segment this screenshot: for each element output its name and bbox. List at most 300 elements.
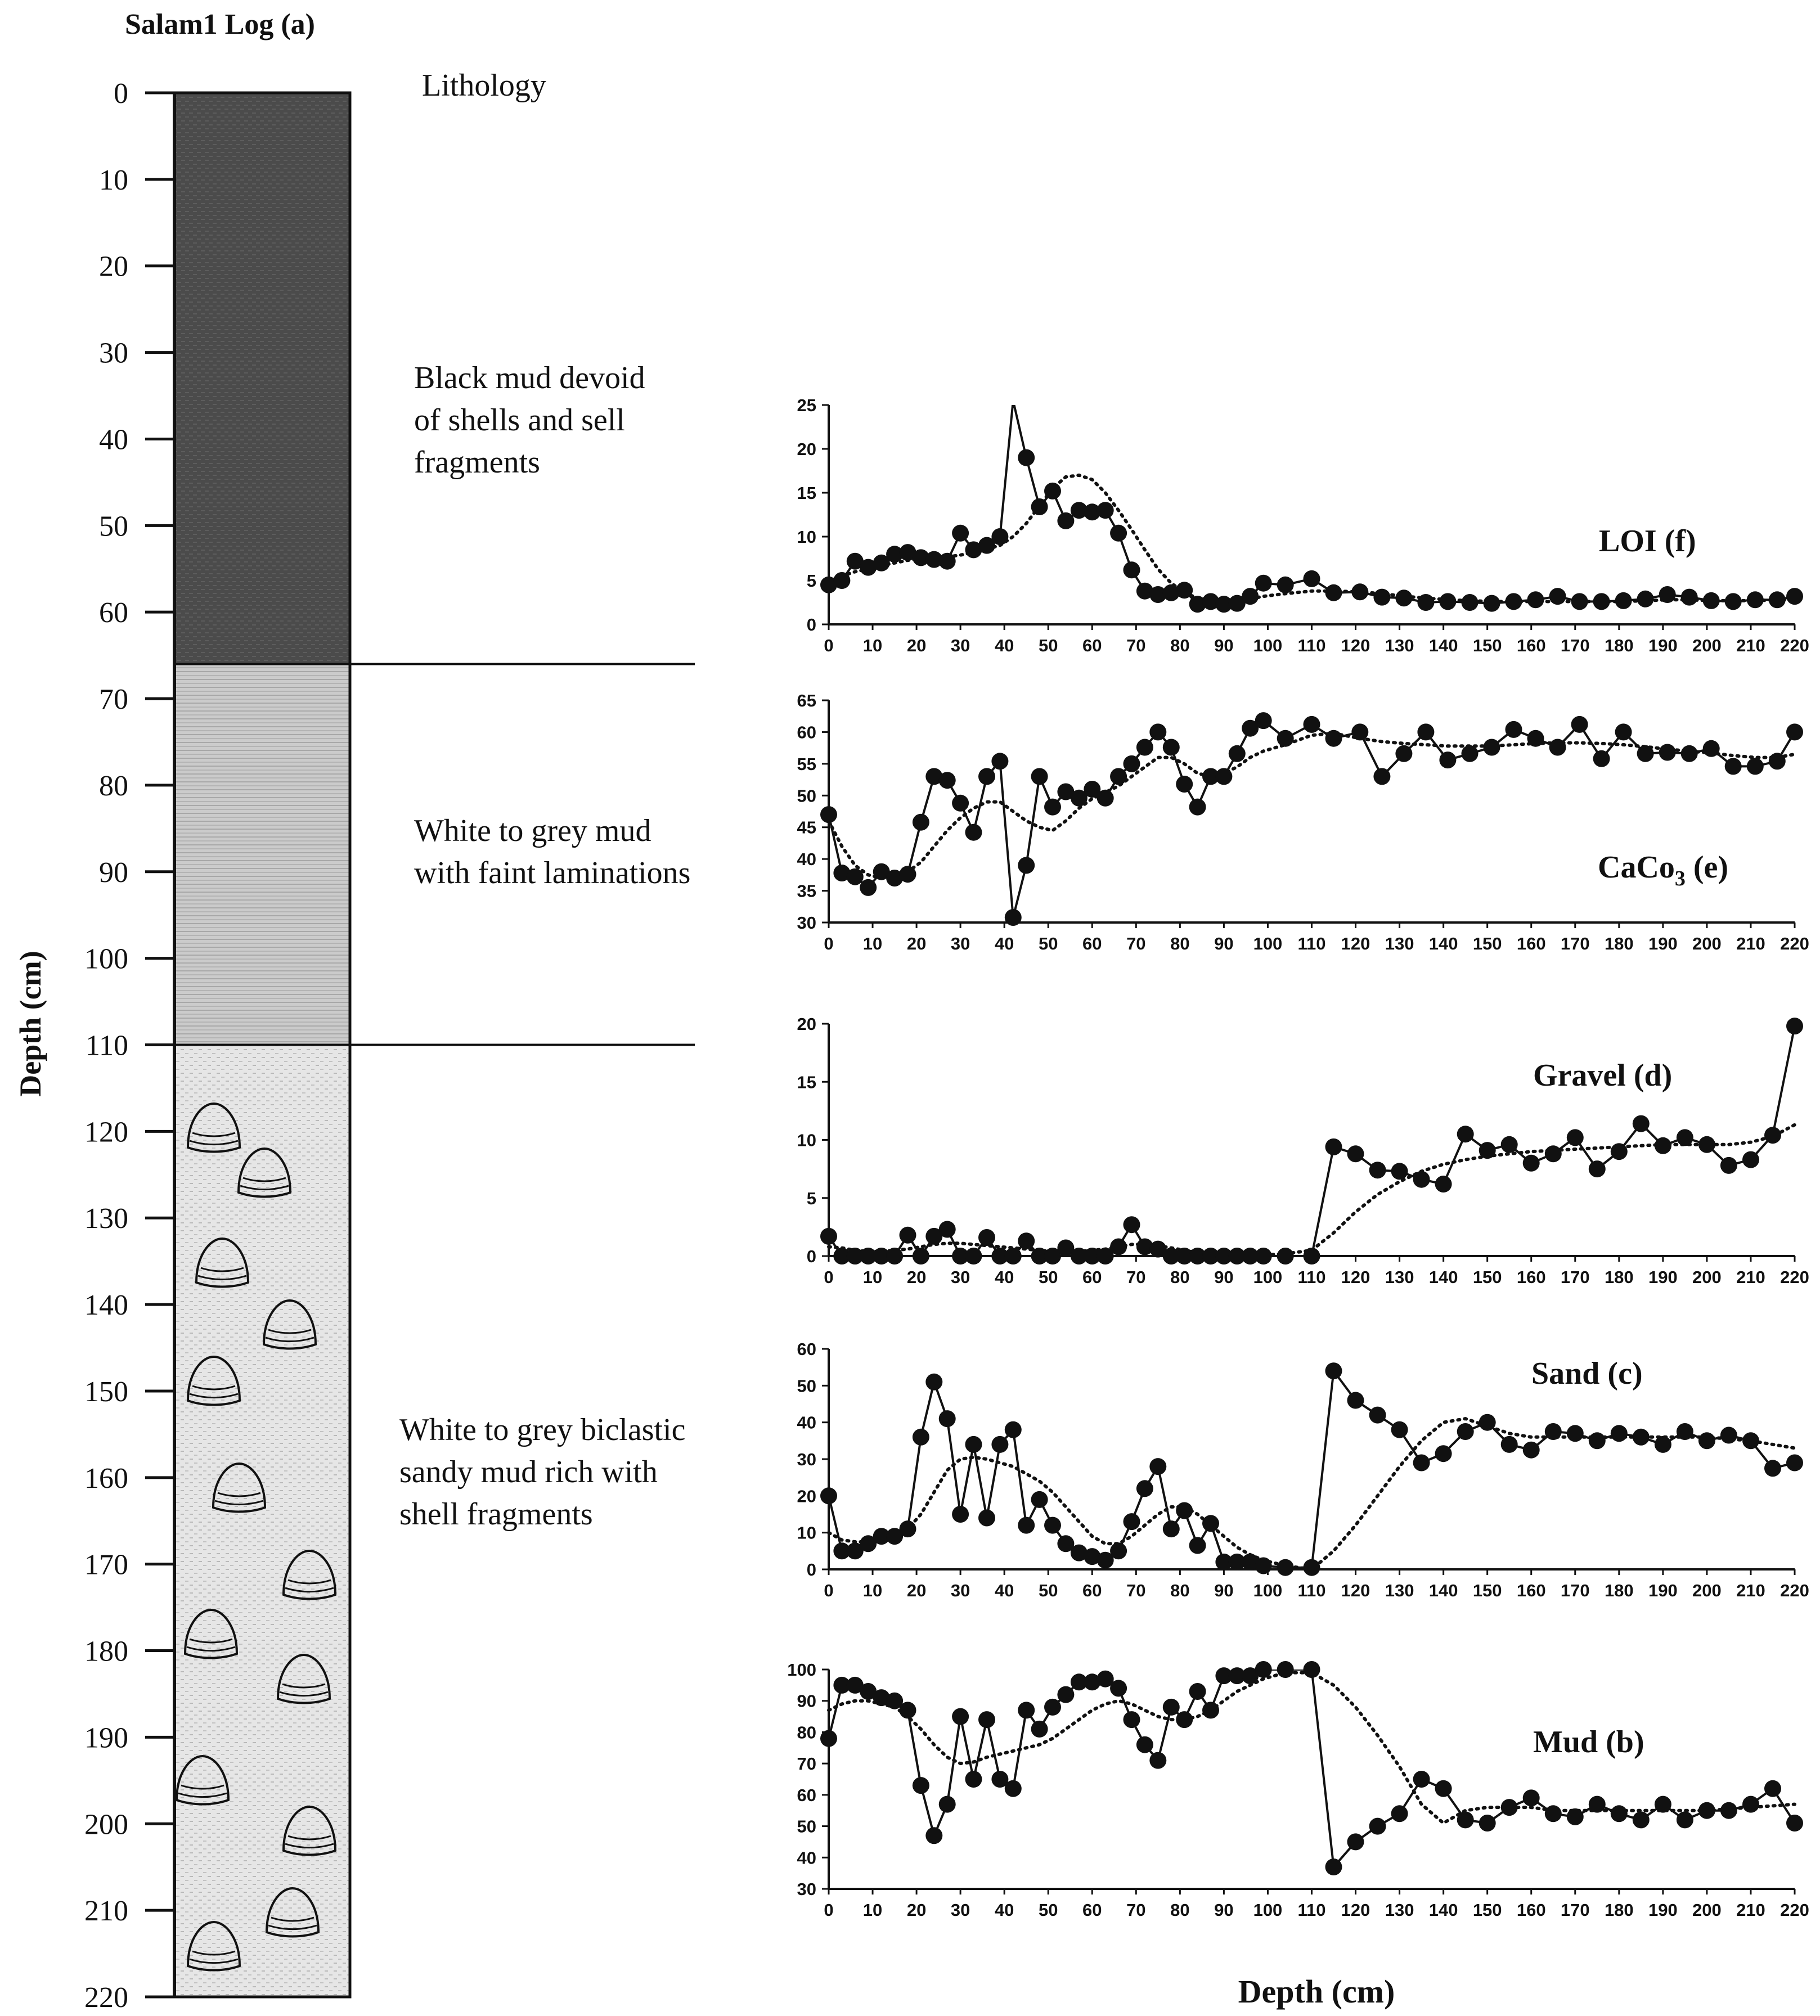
data-point xyxy=(1110,768,1127,785)
data-point xyxy=(1677,1423,1693,1440)
data-point xyxy=(978,1510,995,1527)
data-point xyxy=(1277,1661,1294,1678)
x-tick-label: 60 xyxy=(1082,1581,1102,1600)
x-tick-label: 30 xyxy=(950,1267,970,1287)
depth-tick-label: 130 xyxy=(84,1203,128,1235)
depth-tick-label: 60 xyxy=(99,597,128,629)
data-point xyxy=(1549,739,1566,756)
data-point xyxy=(1277,730,1294,747)
data-point xyxy=(1655,1436,1671,1453)
data-point xyxy=(1304,570,1320,587)
x-tick-label: 190 xyxy=(1648,1581,1678,1600)
data-point xyxy=(1457,1126,1474,1142)
data-point xyxy=(1163,1520,1180,1537)
x-tick-label: 150 xyxy=(1472,1900,1502,1920)
data-point xyxy=(1725,593,1742,610)
x-tick-label: 220 xyxy=(1780,1900,1809,1920)
x-tick-label: 40 xyxy=(994,934,1014,953)
data-point xyxy=(1325,1138,1342,1155)
data-point xyxy=(1189,1683,1206,1700)
data-point xyxy=(1435,1176,1452,1192)
x-tick-label: 70 xyxy=(1126,1581,1146,1600)
trend-line xyxy=(829,1125,1795,1255)
series-line xyxy=(829,1371,1795,1568)
depth-tick-label: 0 xyxy=(114,78,128,110)
data-point xyxy=(886,1248,903,1264)
x-axis-label: Depth (cm) xyxy=(1238,1973,1395,2010)
y-tick-label: 20 xyxy=(797,1014,816,1034)
data-point xyxy=(1304,716,1320,733)
data-point xyxy=(939,772,956,789)
y-tick-label: 0 xyxy=(806,1560,816,1580)
data-point xyxy=(1255,1248,1272,1264)
x-tick-label: 110 xyxy=(1297,1900,1326,1920)
x-tick-label: 160 xyxy=(1516,1581,1546,1600)
data-point xyxy=(1435,1445,1452,1462)
data-point xyxy=(1567,1425,1584,1442)
data-point xyxy=(900,1227,916,1244)
x-tick-label: 0 xyxy=(824,636,834,655)
y-tick-label: 55 xyxy=(797,754,816,774)
x-tick-label: 220 xyxy=(1780,636,1809,655)
data-point xyxy=(1703,592,1720,609)
data-point xyxy=(1681,589,1698,606)
x-tick-label: 180 xyxy=(1604,1581,1634,1600)
data-point xyxy=(1391,1163,1408,1180)
data-point xyxy=(1593,593,1610,610)
x-tick-label: 60 xyxy=(1082,636,1102,655)
data-point xyxy=(1255,1661,1272,1678)
x-tick-label: 130 xyxy=(1385,1267,1414,1287)
data-point xyxy=(1786,1815,1803,1832)
data-point xyxy=(952,525,969,542)
y-tick-label: 50 xyxy=(797,1376,816,1396)
x-tick-label: 80 xyxy=(1170,1900,1190,1920)
x-tick-label: 120 xyxy=(1341,1900,1370,1920)
data-point xyxy=(1176,1502,1193,1519)
x-tick-label: 110 xyxy=(1297,1267,1326,1287)
data-point xyxy=(1277,1248,1294,1264)
data-point xyxy=(1413,1171,1430,1188)
data-point xyxy=(978,1711,995,1728)
data-point xyxy=(1698,1802,1715,1819)
x-tick-label: 20 xyxy=(906,636,927,655)
x-tick-label: 210 xyxy=(1736,934,1765,953)
data-point xyxy=(1031,1491,1048,1508)
x-tick-label: 110 xyxy=(1297,934,1326,953)
data-point xyxy=(1589,1160,1606,1177)
x-tick-label: 140 xyxy=(1428,1267,1458,1287)
x-tick-label: 200 xyxy=(1692,1900,1722,1920)
depth-tick-label: 220 xyxy=(84,1982,128,2014)
x-tick-label: 220 xyxy=(1780,1581,1809,1600)
data-point xyxy=(1255,575,1272,592)
x-tick-label: 10 xyxy=(862,934,883,953)
chart-label: Mud (b) xyxy=(1533,1725,1644,1760)
data-point xyxy=(1611,1425,1628,1442)
y-tick-label: 10 xyxy=(797,1130,816,1150)
data-point xyxy=(1044,1517,1061,1534)
unit-description: White to grey biclastic xyxy=(399,1412,686,1447)
data-point xyxy=(1703,740,1720,757)
x-tick-label: 0 xyxy=(824,1900,834,1920)
x-tick-label: 170 xyxy=(1560,934,1590,953)
data-point xyxy=(1742,1432,1759,1449)
data-point xyxy=(1018,1232,1035,1249)
chart-label: Sand (c) xyxy=(1531,1356,1643,1391)
x-tick-label: 60 xyxy=(1082,1267,1102,1287)
x-tick-label: 20 xyxy=(906,1267,927,1287)
x-tick-label: 150 xyxy=(1472,934,1502,953)
data-point xyxy=(1462,594,1479,611)
x-tick-label: 20 xyxy=(906,1900,927,1920)
x-tick-label: 140 xyxy=(1428,1581,1458,1600)
data-point xyxy=(1176,582,1193,598)
data-point xyxy=(1057,1686,1074,1703)
x-tick-label: 180 xyxy=(1604,934,1634,953)
data-point xyxy=(1242,588,1259,605)
data-point xyxy=(1457,1423,1474,1440)
data-point xyxy=(913,1248,929,1264)
x-tick-label: 220 xyxy=(1780,934,1809,953)
data-point xyxy=(1005,1780,1022,1797)
x-tick-label: 50 xyxy=(1038,636,1058,655)
data-point xyxy=(1304,1559,1320,1576)
x-tick-label: 100 xyxy=(1253,934,1283,953)
chart-label: LOI (f) xyxy=(1599,524,1696,559)
unit-description: White to grey mud xyxy=(414,813,651,848)
depth-tick-label: 50 xyxy=(99,510,128,543)
y-tick-label: 10 xyxy=(797,527,816,547)
y-tick-label: 80 xyxy=(797,1722,816,1743)
data-point xyxy=(1681,745,1698,762)
unit-description: of shells and sell xyxy=(414,403,625,438)
x-tick-label: 10 xyxy=(862,636,883,655)
data-point xyxy=(1391,1805,1408,1822)
depth-tick-label: 150 xyxy=(84,1375,128,1408)
data-point xyxy=(1124,755,1140,772)
x-tick-label: 70 xyxy=(1126,1267,1146,1287)
y-tick-label: 15 xyxy=(797,1072,816,1092)
lithology-unit xyxy=(174,664,350,1045)
y-tick-label: 5 xyxy=(806,571,816,591)
data-point xyxy=(1110,525,1127,542)
depth-tick-label: 110 xyxy=(85,1029,128,1062)
data-point xyxy=(939,1796,956,1813)
data-point xyxy=(833,572,850,589)
y-tick-label: 40 xyxy=(797,849,816,870)
data-point xyxy=(1677,1129,1693,1146)
charts-panel xyxy=(787,395,1809,1920)
x-tick-label: 140 xyxy=(1428,636,1458,655)
data-point xyxy=(1720,1802,1737,1819)
x-tick-label: 160 xyxy=(1516,1267,1546,1287)
data-point xyxy=(1462,745,1479,762)
x-tick-label: 200 xyxy=(1692,934,1722,953)
data-point xyxy=(1325,584,1342,601)
y-tick-label: 30 xyxy=(797,1450,816,1469)
data-point xyxy=(1633,1811,1650,1828)
data-point xyxy=(1545,1423,1562,1440)
x-tick-label: 50 xyxy=(1038,1900,1058,1920)
data-point xyxy=(913,1777,929,1794)
x-tick-label: 160 xyxy=(1516,934,1546,953)
data-point xyxy=(1044,483,1061,500)
data-point xyxy=(925,1374,942,1390)
x-tick-label: 10 xyxy=(862,1581,883,1600)
x-tick-label: 0 xyxy=(824,934,834,953)
data-point xyxy=(1005,1421,1022,1438)
data-point xyxy=(1589,1796,1606,1813)
data-point xyxy=(1005,909,1022,926)
data-point xyxy=(1479,1815,1496,1832)
depth-tick-label: 20 xyxy=(99,250,128,283)
x-tick-label: 130 xyxy=(1385,636,1414,655)
data-point xyxy=(1018,449,1035,466)
data-point xyxy=(1659,586,1676,603)
x-tick-label: 50 xyxy=(1038,1581,1058,1600)
data-point xyxy=(1786,588,1803,605)
data-point xyxy=(1149,1752,1166,1769)
data-point xyxy=(1698,1432,1715,1449)
lithology-column xyxy=(84,78,695,2014)
chart-3 xyxy=(797,1339,1809,1600)
data-point xyxy=(820,1228,837,1245)
data-point xyxy=(1124,1513,1140,1530)
data-point xyxy=(1659,744,1676,761)
x-tick-label: 20 xyxy=(906,1581,927,1600)
x-tick-label: 0 xyxy=(824,1267,834,1287)
x-tick-label: 210 xyxy=(1736,636,1765,655)
data-point xyxy=(1304,1661,1320,1678)
data-point xyxy=(1369,1818,1386,1835)
data-point xyxy=(913,814,929,831)
data-point xyxy=(1202,1515,1219,1532)
y-tick-label: 5 xyxy=(806,1188,816,1208)
data-point xyxy=(913,1429,929,1446)
data-point xyxy=(1395,745,1412,762)
data-point xyxy=(1325,1858,1342,1875)
chart-label: Gravel (d) xyxy=(1533,1058,1673,1093)
data-point xyxy=(1347,1392,1364,1409)
x-tick-label: 70 xyxy=(1126,1900,1146,1920)
data-point xyxy=(1163,739,1180,756)
data-point xyxy=(1720,1157,1737,1174)
data-point xyxy=(1615,723,1632,740)
data-point xyxy=(900,1702,916,1718)
data-point xyxy=(1571,716,1588,733)
depth-tick-label: 30 xyxy=(99,337,128,370)
data-point xyxy=(1764,1127,1781,1144)
data-point xyxy=(1149,723,1166,740)
data-point xyxy=(1523,1155,1540,1172)
lithology-header: Lithology xyxy=(422,68,546,103)
y-tick-label: 10 xyxy=(797,1523,816,1543)
data-point xyxy=(1110,1680,1127,1696)
data-point xyxy=(1589,1432,1606,1449)
unit-description: shell fragments xyxy=(399,1497,593,1532)
data-point xyxy=(1633,1429,1650,1446)
y-tick-label: 35 xyxy=(797,881,816,901)
data-point xyxy=(952,1506,969,1523)
x-tick-label: 60 xyxy=(1082,934,1102,953)
y-tick-label: 70 xyxy=(797,1754,816,1774)
x-tick-label: 110 xyxy=(1297,1581,1326,1600)
data-point xyxy=(1136,1480,1153,1497)
y-tick-label: 20 xyxy=(797,1486,816,1506)
data-point xyxy=(991,753,1008,770)
y-tick-label: 60 xyxy=(797,1785,816,1805)
series-line xyxy=(829,1670,1795,1867)
data-point xyxy=(1742,1151,1759,1168)
data-point xyxy=(1044,1699,1061,1716)
data-point xyxy=(1720,1427,1737,1444)
y-tick-label: 60 xyxy=(797,1339,816,1359)
data-point xyxy=(1764,1460,1781,1477)
data-point xyxy=(952,795,969,812)
data-point xyxy=(1347,1833,1364,1850)
data-point xyxy=(1593,750,1610,767)
y-tick-label: 100 xyxy=(787,1660,816,1680)
depth-tick-label: 190 xyxy=(84,1722,128,1754)
data-point xyxy=(1506,721,1522,738)
data-point xyxy=(1637,745,1654,762)
y-tick-label: 60 xyxy=(797,722,816,742)
data-point xyxy=(1786,1018,1803,1034)
x-tick-label: 40 xyxy=(994,636,1014,655)
data-point xyxy=(1677,1811,1693,1828)
x-tick-label: 120 xyxy=(1341,1581,1370,1600)
data-point xyxy=(1189,1537,1206,1554)
data-point xyxy=(1637,591,1654,608)
y-tick-label: 45 xyxy=(797,817,816,838)
data-point xyxy=(965,824,982,841)
data-point xyxy=(1215,768,1232,785)
data-point xyxy=(1479,1414,1496,1431)
y-tick-label: 30 xyxy=(797,913,816,933)
data-point xyxy=(1097,502,1114,519)
unit-description: with faint laminations xyxy=(414,856,691,890)
data-point xyxy=(1325,730,1342,747)
data-point xyxy=(820,1487,837,1504)
x-tick-label: 80 xyxy=(1170,636,1190,655)
y-tick-label: 40 xyxy=(797,1412,816,1433)
data-point xyxy=(1786,1455,1803,1472)
depth-tick-label: 80 xyxy=(99,770,128,802)
data-point xyxy=(1742,1796,1759,1813)
x-tick-label: 90 xyxy=(1214,934,1234,953)
x-tick-label: 40 xyxy=(994,1581,1014,1600)
data-point xyxy=(1435,1780,1452,1797)
data-point xyxy=(978,768,995,785)
x-tick-label: 100 xyxy=(1253,1900,1283,1920)
data-point xyxy=(1611,1805,1628,1822)
y-tick-label: 25 xyxy=(797,395,816,415)
x-tick-label: 200 xyxy=(1692,1267,1722,1287)
trend-line xyxy=(829,1673,1795,1823)
x-tick-label: 210 xyxy=(1736,1900,1765,1920)
data-point xyxy=(1527,591,1544,608)
depth-axis-label: Depth (cm) xyxy=(14,951,47,1097)
x-tick-label: 50 xyxy=(1038,934,1058,953)
chart-2 xyxy=(797,1014,1809,1287)
x-tick-label: 180 xyxy=(1604,636,1634,655)
data-point xyxy=(1506,593,1522,610)
data-point xyxy=(1136,739,1153,756)
data-point xyxy=(1005,1248,1022,1264)
depth-tick-label: 70 xyxy=(99,683,128,716)
data-point xyxy=(1417,723,1434,740)
x-tick-label: 210 xyxy=(1736,1581,1765,1600)
x-tick-label: 120 xyxy=(1341,636,1370,655)
data-point xyxy=(1277,1559,1294,1576)
data-point xyxy=(965,1771,982,1788)
data-point xyxy=(1124,1216,1140,1233)
data-point xyxy=(1136,1736,1153,1753)
data-point xyxy=(1611,1143,1628,1160)
x-tick-label: 90 xyxy=(1214,636,1234,655)
x-tick-label: 130 xyxy=(1385,1581,1414,1600)
x-tick-label: 30 xyxy=(950,1581,970,1600)
data-point xyxy=(1018,1517,1035,1534)
data-point xyxy=(1747,591,1764,608)
data-point xyxy=(1018,857,1035,874)
data-point xyxy=(978,1229,995,1246)
x-tick-label: 170 xyxy=(1560,1900,1590,1920)
x-tick-label: 100 xyxy=(1253,1267,1283,1287)
x-tick-label: 10 xyxy=(862,1267,883,1287)
depth-tick-label: 40 xyxy=(99,424,128,456)
unit-description: Black mud devoid xyxy=(414,361,645,395)
data-point xyxy=(1655,1137,1671,1154)
y-tick-label: 90 xyxy=(797,1691,816,1711)
depth-tick-label: 140 xyxy=(84,1289,128,1322)
x-tick-label: 140 xyxy=(1428,1900,1458,1920)
x-tick-label: 160 xyxy=(1516,1900,1546,1920)
data-point xyxy=(847,868,864,885)
data-point xyxy=(1545,1145,1562,1162)
data-point xyxy=(965,1248,982,1264)
chart-1 xyxy=(797,691,1809,953)
depth-tick-label: 120 xyxy=(84,1116,128,1149)
data-point xyxy=(1189,799,1206,816)
x-tick-label: 220 xyxy=(1780,1267,1809,1287)
data-point xyxy=(1277,577,1294,593)
x-tick-label: 110 xyxy=(1297,636,1326,655)
depth-tick-label: 100 xyxy=(84,943,128,975)
x-tick-label: 200 xyxy=(1692,636,1722,655)
x-tick-label: 190 xyxy=(1648,934,1678,953)
data-point xyxy=(939,553,956,570)
data-point xyxy=(1417,594,1434,611)
x-tick-label: 190 xyxy=(1648,636,1678,655)
data-point xyxy=(1351,583,1368,600)
data-point xyxy=(1351,723,1368,740)
data-point xyxy=(1633,1115,1650,1132)
data-point xyxy=(1255,712,1272,729)
x-tick-label: 170 xyxy=(1560,636,1590,655)
data-point xyxy=(1484,739,1500,756)
y-tick-label: 50 xyxy=(797,786,816,806)
data-point xyxy=(1031,768,1048,785)
data-point xyxy=(1567,1129,1584,1146)
x-tick-label: 140 xyxy=(1428,934,1458,953)
data-point xyxy=(1501,1436,1518,1453)
data-point xyxy=(952,1708,969,1725)
data-point xyxy=(1545,1805,1562,1822)
unit-description: sandy mud rich with xyxy=(399,1455,658,1490)
x-tick-label: 150 xyxy=(1472,636,1502,655)
